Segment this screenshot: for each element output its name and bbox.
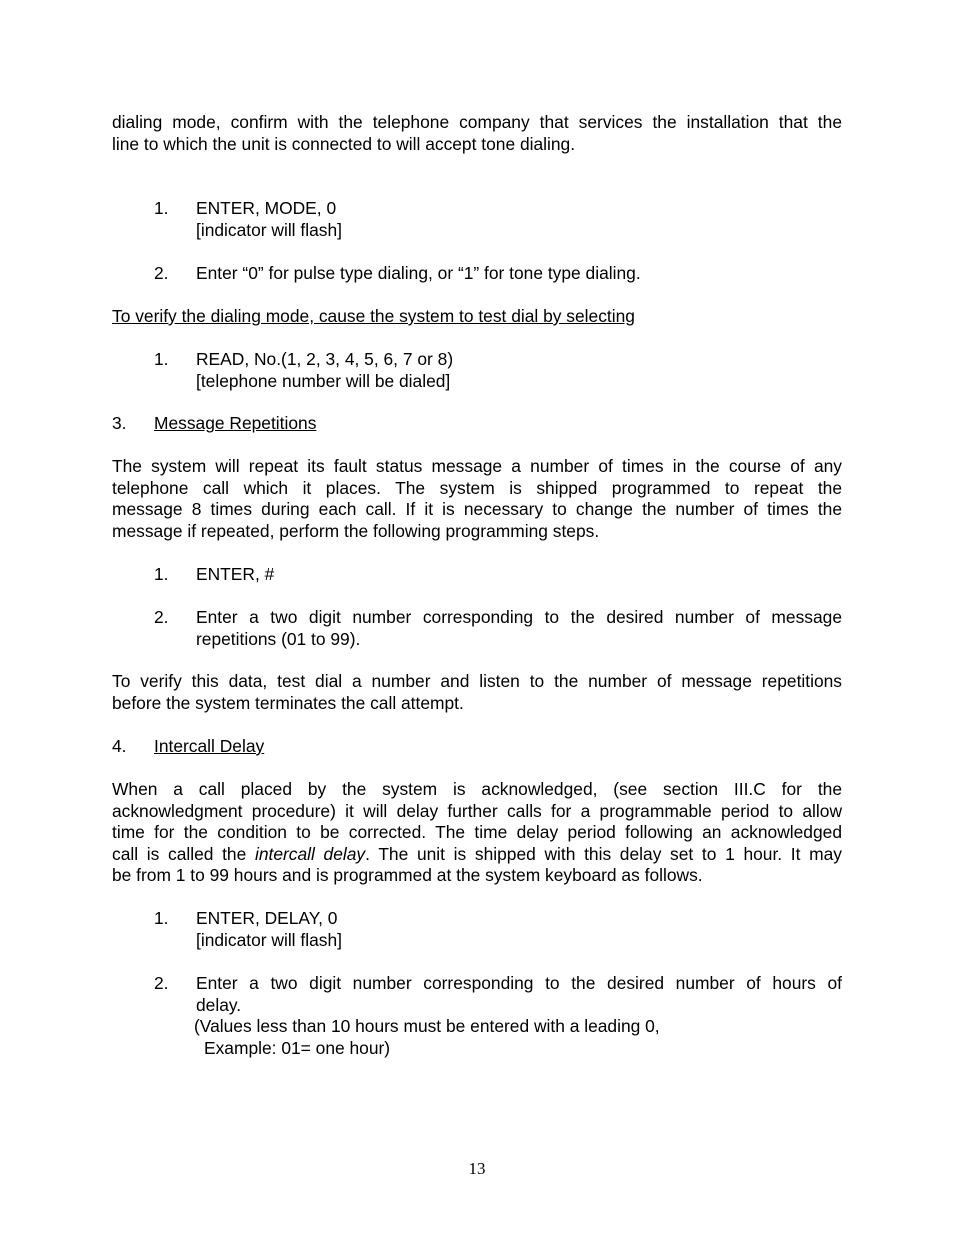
- step-text: repetitions (01 to 99).: [196, 628, 361, 649]
- paragraph-line: time for the condition to be corrected. The time delay period following an acknowledged: [112, 822, 842, 842]
- verify-repetitions-paragraph: [112, 671, 842, 714]
- paragraph-line: message if repeated, perform the following programming steps.: [112, 520, 600, 541]
- step-number: 1.: [154, 908, 169, 928]
- step-number: 1.: [154, 564, 169, 584]
- step-text: Enter “0” for pulse type dialing, or “1” for tone type dialing.: [196, 263, 641, 283]
- intro-line-2: line to which the unit is connected to will accept tone dialing.: [112, 133, 576, 154]
- paragraph-line: The system will repeat its fault status message a number of times in the course of any: [112, 456, 842, 476]
- step-number: 1.: [154, 349, 169, 369]
- step-number: 1.: [154, 198, 169, 218]
- verify-heading-text: To verify the dialing mode, cause the system to test dial by selecting: [112, 306, 635, 326]
- step-text: delay.: [196, 994, 242, 1015]
- step-note: (Values less than 10 hours must be entered with a leading 0,: [194, 1016, 660, 1036]
- step-text: READ, No.(1, 2, 3, 4, 5, 6, 7 or 8): [196, 349, 454, 369]
- intercall-delay-paragraph: [112, 779, 842, 887]
- italic-term: intercall delay: [254, 843, 366, 864]
- verify-dialing-heading: [112, 306, 842, 328]
- message-repetitions-paragraph: [112, 456, 842, 542]
- paragraph-line: To verify this data, test dial a number and listen to the number of message repetitions: [112, 671, 842, 691]
- section-number: 3.: [112, 413, 127, 433]
- intro-paragraph: [112, 112, 842, 155]
- paragraph-line: acknowledgment procedure) it will delay further calls for a programmable period to allow: [112, 800, 842, 821]
- step-note: [indicator will flash]: [196, 929, 342, 950]
- step-text: ENTER, DELAY, 0: [196, 908, 338, 928]
- text-run: . The unit is shipped with this delay set to 1 hour. It may: [365, 843, 842, 864]
- paragraph-line: When a call placed by the system is acknowledged, (see section III.C for the: [112, 779, 842, 799]
- step-number: 2.: [154, 973, 169, 993]
- paragraph-line: telephone call which it places. The system is shipped programmed to repeat the: [112, 477, 842, 498]
- step-number: 2.: [154, 263, 169, 283]
- step-note: [indicator will flash]: [196, 219, 342, 240]
- step-number: 2.: [154, 607, 169, 627]
- step-text: ENTER, MODE, 0: [196, 198, 337, 218]
- page-number: 13: [468, 1159, 486, 1178]
- step-example: Example: 01= one hour): [204, 1037, 391, 1058]
- step-text: Enter a two digit number corresponding to the desired number of hours of: [196, 973, 842, 993]
- step-note: [telephone number will be dialed]: [196, 370, 451, 391]
- intro-line-1: dialing mode, confirm with the telephone company that services the installation that the: [112, 112, 842, 132]
- paragraph-line: be from 1 to 99 hours and is programmed at the system keyboard as follows.: [112, 865, 703, 885]
- section-number: 4.: [112, 736, 127, 756]
- text-run: call is called the: [112, 843, 255, 864]
- step-text: Enter a two digit number corresponding to the desired number of message: [196, 607, 842, 627]
- paragraph-line: [112, 844, 842, 866]
- paragraph-line: before the system terminates the call attempt.: [112, 692, 464, 713]
- section-title: Intercall Delay: [154, 736, 265, 756]
- step-text: ENTER, #: [196, 564, 275, 584]
- paragraph-line: message 8 times during each call. If it is necessary to change the number of times the: [112, 499, 842, 519]
- section-title: Message Repetitions: [154, 413, 317, 433]
